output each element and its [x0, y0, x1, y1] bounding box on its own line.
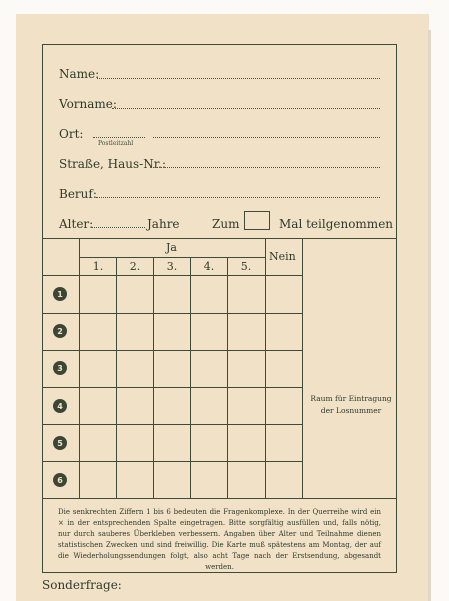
grid-row-line — [42, 350, 302, 351]
alter-field[interactable] — [92, 227, 145, 228]
grid-top-line — [42, 238, 397, 239]
card-edge — [428, 30, 431, 601]
grid-header-bottom-line — [42, 275, 302, 276]
row-number-badge: 4 — [53, 399, 67, 413]
sonderfrage-label: Sonderfrage: — [42, 578, 122, 592]
grid-row-line — [42, 424, 302, 425]
column-number: 4. — [203, 260, 215, 273]
row-number-badge: 6 — [53, 473, 67, 487]
grid-row-line — [42, 461, 302, 462]
postleitzahl-field[interactable] — [93, 137, 145, 138]
ort-field[interactable] — [153, 137, 380, 138]
name-field[interactable] — [97, 78, 380, 79]
grid-col-line — [190, 257, 191, 498]
strasse-field[interactable] — [150, 167, 380, 168]
zum-label: Zum — [212, 217, 240, 231]
grid-col-line — [79, 238, 80, 498]
jahre-label: Jahre — [147, 217, 180, 231]
row-number-badge: 2 — [53, 324, 67, 338]
grid-col-line — [265, 238, 266, 498]
grid-bottom-line — [42, 498, 397, 499]
strasse-label: Straße, Haus-Nr.: — [59, 157, 167, 171]
ja-header: Ja — [166, 241, 177, 254]
grid-col-line — [153, 257, 154, 498]
mal-teilgenommen-label: Mal teilgenommen — [279, 217, 394, 231]
postleitzahl-caption: Postleitzahl — [98, 140, 134, 147]
ort-label: Ort: — [59, 127, 84, 141]
row-number-badge: 5 — [53, 436, 67, 450]
beruf-label: Beruf: — [59, 187, 97, 201]
grid-col-line — [116, 257, 117, 498]
grid-row-line — [42, 313, 302, 314]
column-number: 1. — [92, 260, 104, 273]
alter-label: Alter: — [59, 217, 94, 231]
form-frame — [42, 44, 397, 573]
grid-row-line — [42, 387, 302, 388]
instructions-text: Die senkrechten Ziffern 1 bis 6 bedeuten die Fragenkomplexe. In der Querreihe wird ein × in der entsprechenden Spalte eingetragen. Bitte sorgfältig ausfüllen und, falls nötig, nur durch sauberes Überkleben verbessern. Angaben über Alter und Teilnahme dienen statistischen Zwecken und sind freiwillig. Die Karte muß spätestens am Montag, der auf die Wiederholungssendungen folgt, also acht Tage nach der Erstsendung, abgesandt werden. — [58, 508, 381, 571]
column-number: 2. — [129, 260, 141, 273]
column-number: 3. — [166, 260, 178, 273]
row-number-badge: 3 — [53, 361, 67, 375]
grid-col-line — [302, 238, 303, 498]
grid-col-line — [227, 257, 228, 498]
vorname-field[interactable] — [112, 108, 380, 109]
nein-header: Nein — [269, 250, 296, 263]
row-number-badge: 1 — [53, 287, 67, 301]
vorname-label: Vorname: — [59, 97, 117, 111]
ja-subheader-line — [79, 257, 265, 258]
column-number: 5. — [240, 260, 252, 273]
name-label: Name: — [59, 67, 100, 81]
beruf-field[interactable] — [96, 197, 380, 198]
teilnahme-count-box[interactable] — [244, 211, 270, 230]
losnummer-area-label: Raum für Eintragung der Losnummer — [310, 394, 392, 415]
